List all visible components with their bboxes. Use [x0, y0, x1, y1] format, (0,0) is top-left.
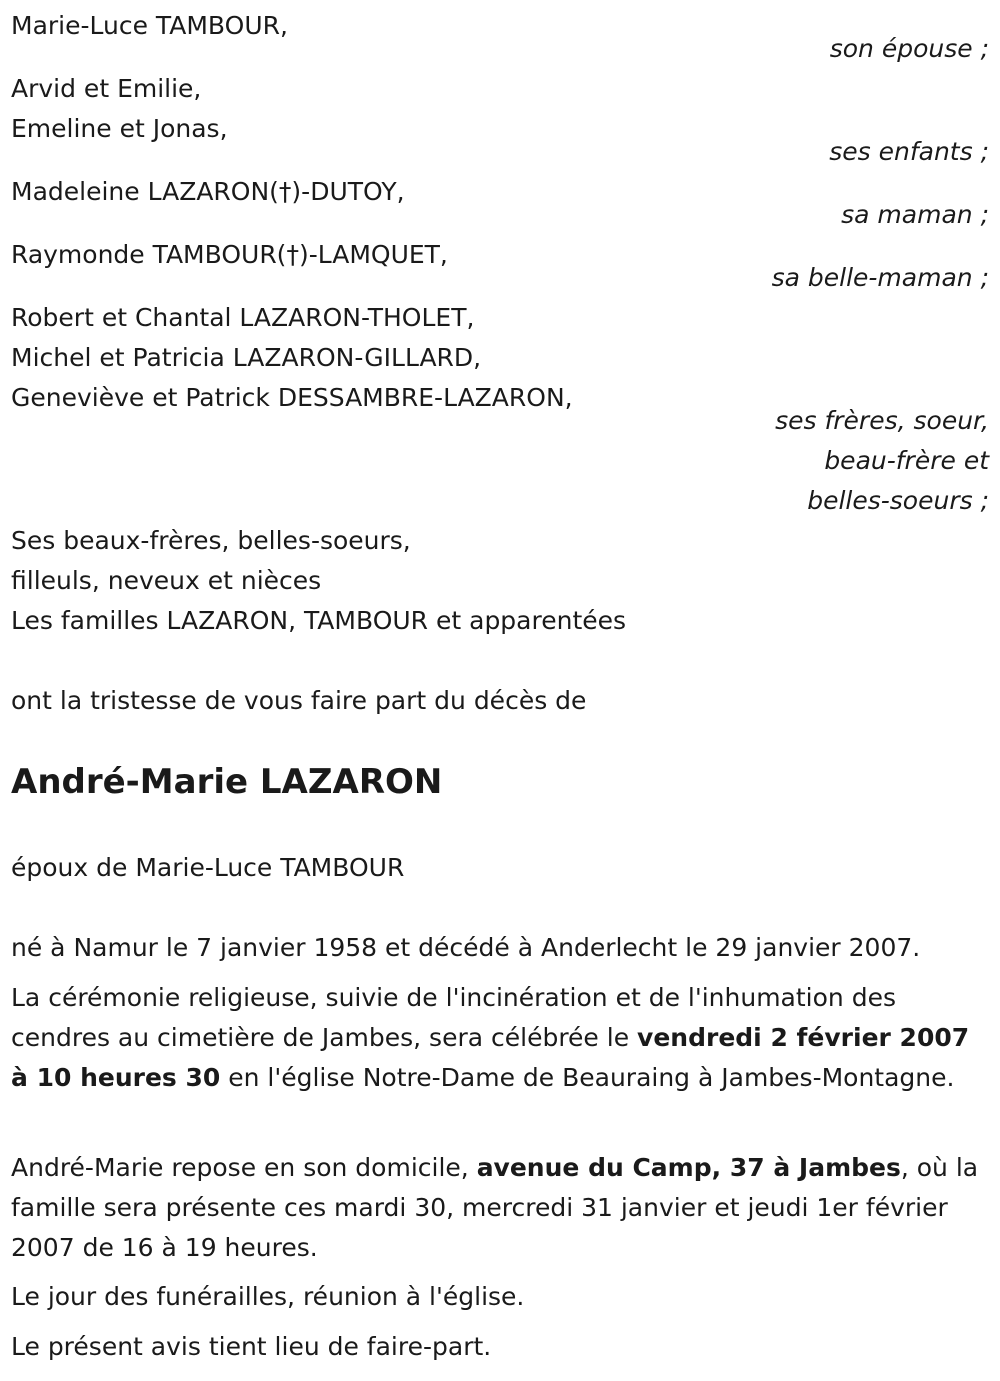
- family-group-mother-in-law: [11, 235, 448, 275]
- visitation-text: André-Marie repose en son domicile,: [11, 1153, 477, 1182]
- extended-family: [11, 521, 626, 641]
- relation-label: [829, 132, 989, 172]
- ceremony-date: vendredi 2 février 2007 à 10 heures 30: [11, 1023, 970, 1092]
- notice-line: Le présent avis tient lieu de faire-part.: [11, 1332, 492, 1361]
- visitation-paragraph: [11, 1148, 986, 1268]
- family-line: Marie-Luce TAMBOUR,: [11, 11, 288, 40]
- ceremony-text-end: en l'église Notre-Dame de Beauraing à Jambes-Montagne.: [220, 1063, 955, 1092]
- family-line: Madeleine LAZARON(†)-DUTOY,: [11, 177, 405, 206]
- family-line: Ses beaux-frères, belles-soeurs,: [11, 526, 411, 555]
- relation-label: [841, 195, 989, 235]
- funeral-day-line: Le jour des funérailles, réunion à l'église.: [11, 1282, 525, 1311]
- relation-line: belles-soeurs ;: [807, 486, 989, 515]
- visitation-address: avenue du Camp, 37 à Jambes: [476, 1153, 901, 1182]
- birth-death-line: né à Namur le 7 janvier 1958 et décédé à Anderlecht le 29 janvier 2007.: [11, 933, 921, 962]
- deceased-name: André-Marie LAZARON: [11, 762, 443, 802]
- family-line: Geneviève et Patrick DESSAMBRE-LAZARON,: [11, 383, 573, 412]
- family-line: Arvid et Emilie,: [11, 74, 202, 103]
- relation-label: [830, 29, 989, 69]
- visitation-text-end: , où la famille sera présente ces mardi 30, mercredi 31 janvier et jeudi 1er février 2007 de 16 à 19 heures.: [11, 1153, 979, 1262]
- family-group-spouse: [11, 6, 288, 46]
- relation-line: ses frères, soeur,: [775, 406, 989, 435]
- family-line: Emeline et Jonas,: [11, 114, 228, 143]
- family-group-siblings: [11, 298, 573, 418]
- family-line: Michel et Patricia LAZARON-GILLARD,: [11, 343, 482, 372]
- family-line: Les familles LAZARON, TAMBOUR et apparentées: [11, 606, 627, 635]
- relation-line: ses enfants ;: [829, 137, 989, 166]
- announcement-text: ont la tristesse de vous faire part du décès de: [11, 686, 587, 715]
- relation-line: sa maman ;: [841, 200, 989, 229]
- relation-label: [772, 258, 989, 298]
- family-group-mother: [11, 172, 405, 212]
- family-line: Robert et Chantal LAZARON-THOLET,: [11, 303, 475, 332]
- family-group-children: [11, 69, 228, 149]
- relation-line: son épouse ;: [829, 34, 989, 63]
- family-line: filleuls, neveux et nièces: [11, 566, 322, 595]
- ceremony-text: La cérémonie religieuse, suivie de l'incinération et de l'inhumation des cendres au cimetière de Jambes, sera célébrée le: [11, 983, 896, 1052]
- family-line: Raymonde TAMBOUR(†)-LAMQUET,: [11, 240, 448, 269]
- relation-line: beau-frère et: [824, 446, 989, 475]
- ceremony-paragraph: [11, 978, 986, 1098]
- spouse-line: époux de Marie-Luce TAMBOUR: [11, 853, 405, 882]
- relation-label: [775, 401, 989, 521]
- relation-line: sa belle-maman ;: [771, 263, 989, 292]
